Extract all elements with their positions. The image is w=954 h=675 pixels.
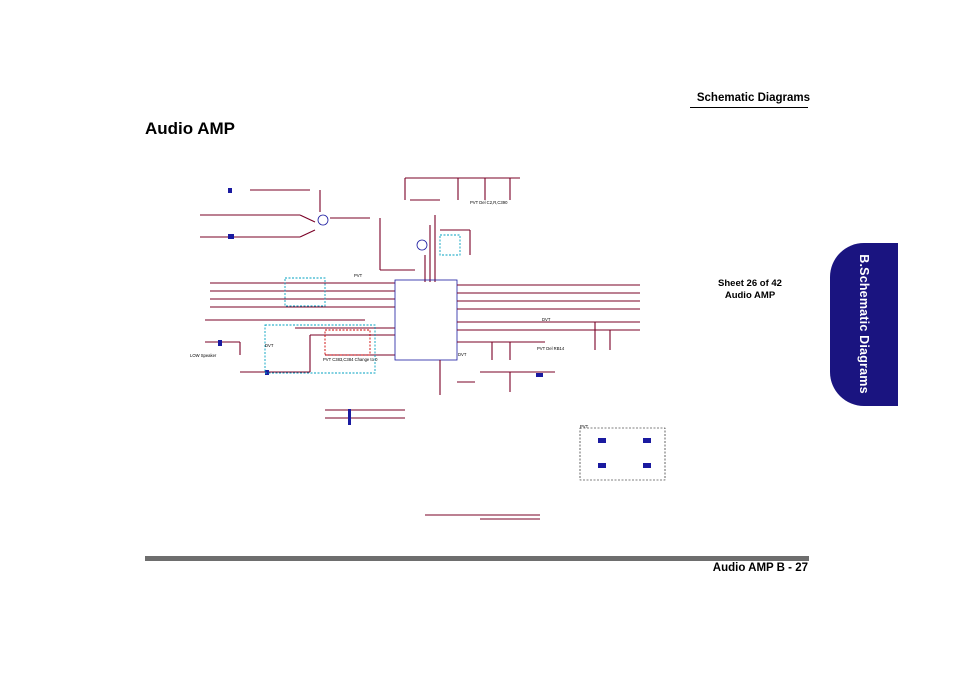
sheet-info	[700, 278, 800, 302]
note-dvt-mid: DVT	[458, 352, 467, 357]
page-title: Audio AMP	[145, 119, 236, 138]
note-low-speaker: LOW Speaker	[190, 353, 217, 358]
sheet-number: Sheet 26 of 42	[718, 278, 782, 289]
schematic-notes	[190, 200, 589, 429]
schematic-wires	[200, 178, 640, 519]
footer-bar	[145, 556, 809, 561]
note-pvt-c2-c3: PVT Del C2,R,C390	[470, 200, 508, 205]
header-rule	[690, 107, 808, 108]
sheet-subtitle: Audio AMP	[724, 290, 776, 301]
note-pvt-box: PVT	[580, 424, 589, 429]
note-dvt-left: DVT	[265, 343, 274, 348]
section-header-label: Schematic Diagrams	[696, 92, 810, 104]
audio-amp-schematic	[140, 160, 680, 530]
note-dvt-right: DVT	[542, 317, 551, 322]
note-pvt-top: PVT	[354, 273, 363, 278]
footer-page-label: Audio AMP B - 27	[712, 562, 808, 574]
note-pvt-rb: PVT Del RB14	[537, 346, 565, 351]
chapter-side-tab-label: B.Schematic Diagrams	[857, 254, 871, 394]
note-pvt-c383: PVT C383,C384 Change to 0	[323, 357, 378, 362]
